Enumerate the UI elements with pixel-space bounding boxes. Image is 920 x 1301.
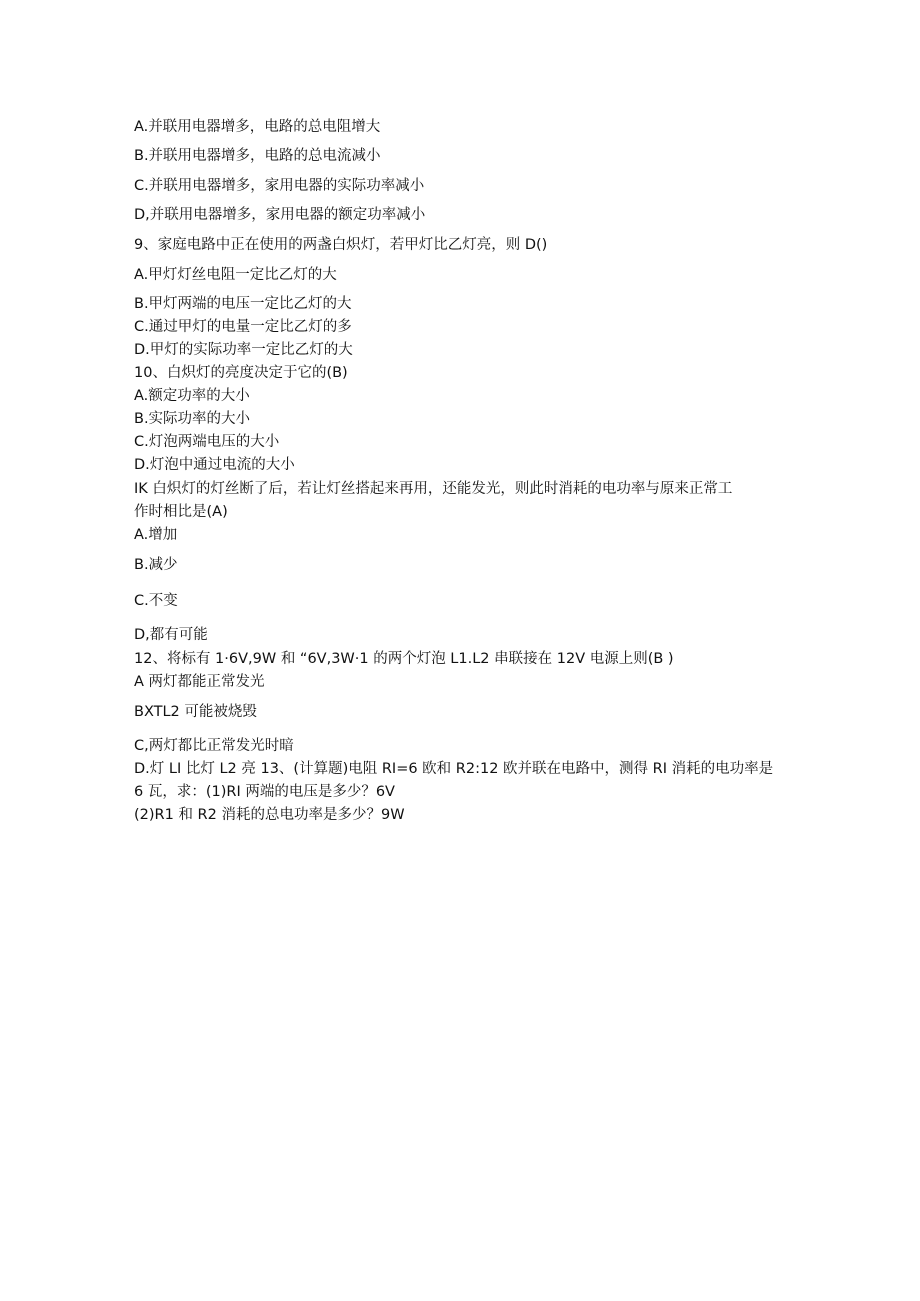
q10-option-c: C.灯泡两端电压的大小 [134, 434, 280, 450]
q9-option-b: B.甲灯两端的电压一定比乙灯的大 [134, 296, 352, 312]
q11-option-d: D,都有可能 [134, 627, 208, 643]
question-10: 10、白炽灯的亮度决定于它的(B) [134, 365, 348, 381]
question-11-line-2: 作时相比是(A) [134, 504, 228, 520]
option-b-line: B.并联用电器增多，电路的总电流减小 [134, 148, 381, 164]
q11-option-a: A.增加 [134, 527, 178, 543]
question-12: 12、将标有 1·6V,9W 和 “6V,3W·1 的两个灯泡 L1.L2 串联接在 12V 电源上则(B ) [134, 651, 674, 667]
q12-option-c: C,两灯都比正常发光时暗 [134, 738, 294, 754]
option-d-line: D,并联用电器增多，家用电器的额定功率减小 [134, 207, 426, 223]
question-13-part-2: (2)R1 和 R2 消耗的总电功率是多少？9W [134, 807, 405, 823]
question-9: 9、家庭电路中正在使用的两盏白炽灯，若甲灯比乙灯亮，则 D() [134, 237, 548, 253]
q9-option-d: D.甲灯的实际功率一定比乙灯的大 [134, 342, 353, 358]
q10-option-a: A.额定功率的大小 [134, 388, 250, 404]
option-a-line: A.并联用电器增多，电路的总电阻增大 [134, 119, 381, 135]
question-13-part-1: 6 瓦，求：(1)RI 两端的电压是多少？6V [134, 784, 395, 800]
q12-option-b: BXTL2 可能被烧毁 [134, 704, 257, 720]
q11-option-c: C.不变 [134, 593, 178, 609]
q9-option-c: C.通过甲灯的电量一定比乙灯的多 [134, 319, 352, 335]
q12-option-d-and-question-13: D.灯 LI 比灯 L2 亮 13、(计算题)电阻 RI=6 欧和 R2:12 欧并联在电路中，测得 RI 消耗的电功率是 [134, 761, 774, 777]
q12-option-a: A 两灯都能正常发光 [134, 674, 265, 690]
q11-option-b: B.减少 [134, 557, 178, 573]
q10-option-b: B.实际功率的大小 [134, 411, 251, 427]
question-11-line-1: IK 白炽灯的灯丝断了后，若让灯丝搭起来再用，还能发光，则此时消耗的电功率与原来正常工 [134, 481, 733, 497]
option-c-line: C.并联用电器增多，家用电器的实际功率减小 [134, 178, 425, 194]
q10-option-d: D.灯泡中通过电流的大小 [134, 457, 295, 473]
q9-option-a: A.甲灯灯丝电阻一定比乙灯的大 [134, 267, 337, 283]
